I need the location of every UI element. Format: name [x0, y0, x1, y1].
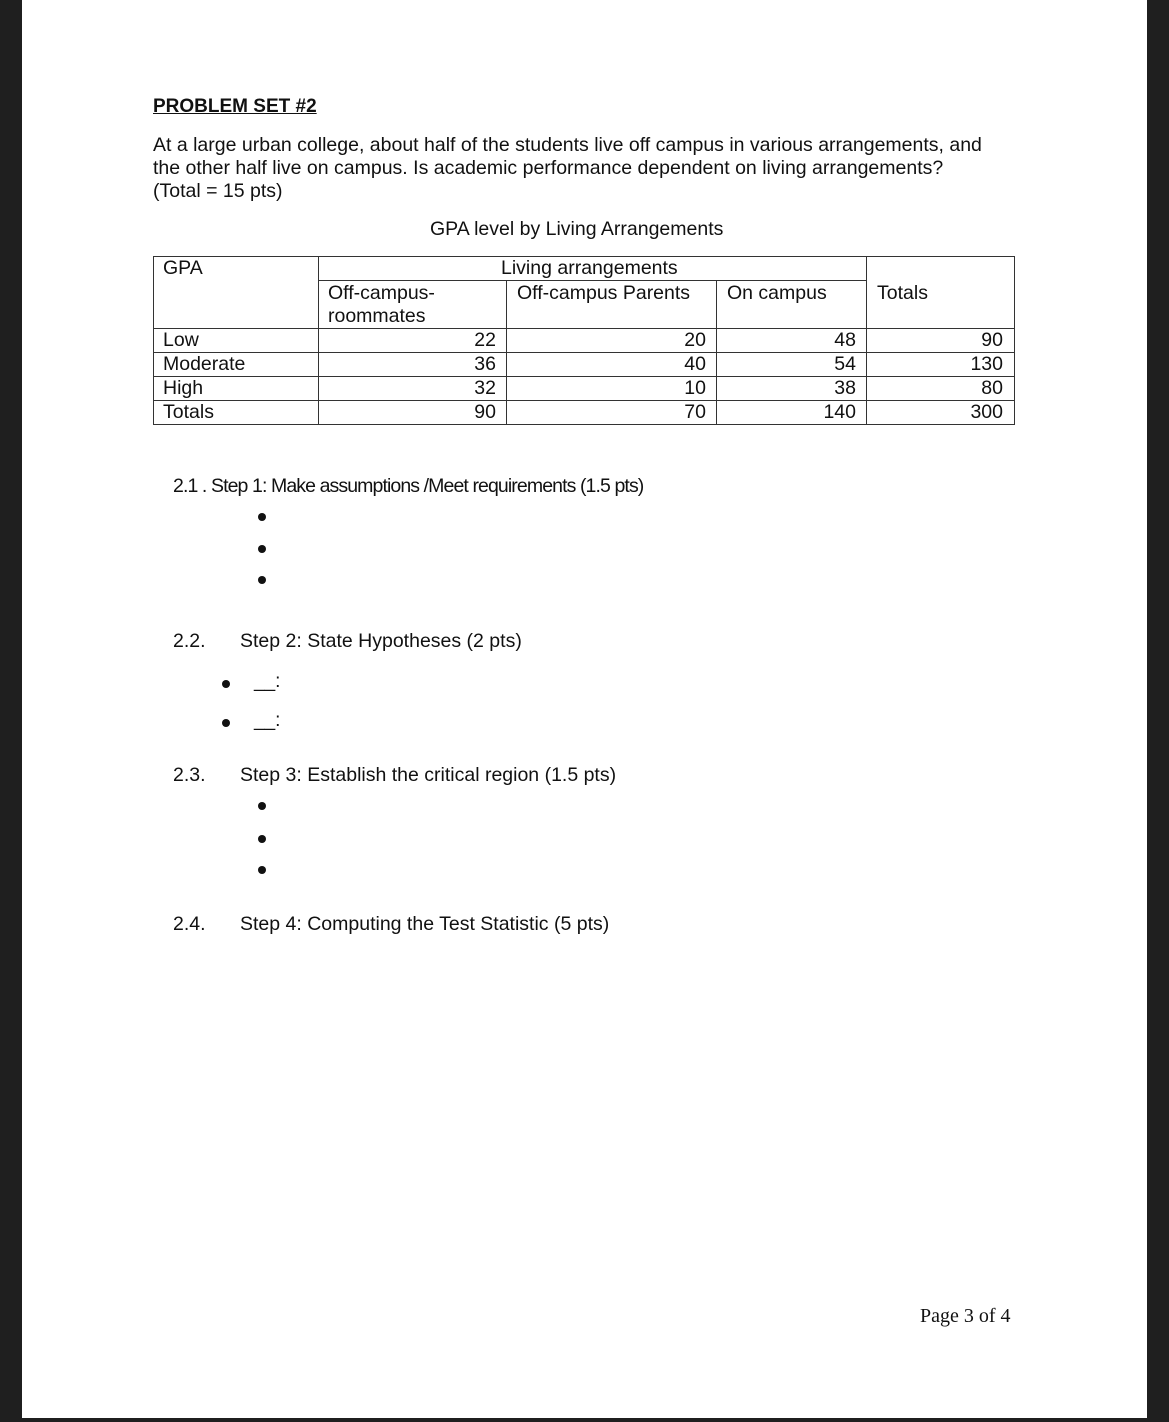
table-cell: 130	[970, 353, 1003, 375]
bullet-point	[258, 866, 266, 874]
document-page	[22, 0, 1147, 1418]
problem-set-heading: PROBLEM SET #2	[153, 96, 317, 117]
bullet-point	[222, 719, 230, 727]
living-arrangements-header: Living arrangements	[501, 257, 678, 279]
table-cell: 140	[823, 401, 856, 423]
column-header-off-campus-roommates: roommates	[328, 305, 426, 327]
table-cell: 54	[834, 353, 856, 375]
intro-line: (Total = 15 pts)	[153, 180, 283, 202]
table-cell: 90	[474, 401, 496, 423]
step-1-heading: 2.1 . Step 1: Make assumptions /Meet requirements (1.5 pts)	[173, 475, 644, 497]
gpa-table	[153, 256, 1016, 426]
table-cell: 90	[981, 329, 1003, 351]
row-label-low: Low	[163, 329, 199, 351]
row-label-totals: Totals	[163, 401, 214, 423]
table-line	[318, 280, 866, 281]
page-number: Page 3 of 4	[920, 1305, 1011, 1327]
intro-line: the other half live on campus. Is academic performance dependent on living arrangements?	[153, 157, 944, 179]
table-cell: 36	[474, 353, 496, 375]
step-3-heading: Step 3: Establish the critical region (1.5 pts)	[240, 764, 617, 786]
step-2-number: 2.2.	[173, 630, 206, 652]
table-cell: 80	[981, 377, 1003, 399]
table-cell: 70	[684, 401, 706, 423]
step-4-heading: Step 4: Computing the Test Statistic (5 pts)	[240, 913, 610, 935]
intro-line: At a large urban college, about half of the students live off campus in various arrangements, and	[153, 134, 982, 156]
hypothesis-blank: __:	[254, 671, 281, 692]
bullet-point	[258, 835, 266, 843]
table-cell: 40	[684, 353, 706, 375]
row-label-high: High	[163, 377, 204, 399]
column-header-totals: Totals	[877, 282, 928, 304]
bullet-point	[222, 680, 230, 688]
step-4-number: 2.4.	[173, 913, 206, 935]
bullet-point	[258, 545, 266, 553]
bullet-point	[258, 576, 266, 584]
column-header-off-campus-parents: Off-campus Parents	[517, 282, 691, 304]
table-border-left	[153, 256, 154, 425]
column-header-on-campus: On campus	[727, 282, 827, 304]
bullet-point	[258, 513, 266, 521]
step-2-heading: Step 2: State Hypotheses (2 pts)	[240, 630, 522, 652]
table-cell: 22	[474, 329, 496, 351]
step-3-number: 2.3.	[173, 764, 206, 786]
row-label-moderate: Moderate	[163, 353, 246, 375]
intro-paragraph	[153, 134, 1033, 203]
table-caption: GPA level by Living Arrangements	[430, 218, 724, 240]
table-cell: 300	[970, 401, 1003, 423]
table-border-right	[1014, 256, 1015, 425]
column-header-off-campus-roommates: Off-campus-	[328, 282, 435, 304]
bullet-point	[258, 802, 266, 810]
table-cell: 32	[474, 377, 496, 399]
hypothesis-blank: __:	[254, 710, 281, 731]
table-cell: 20	[684, 329, 706, 351]
table-cell: 48	[834, 329, 856, 351]
table-cell: 38	[834, 377, 856, 399]
table-cell: 10	[684, 377, 706, 399]
table-border-bottom	[153, 424, 1015, 425]
gpa-header: GPA	[163, 257, 203, 279]
